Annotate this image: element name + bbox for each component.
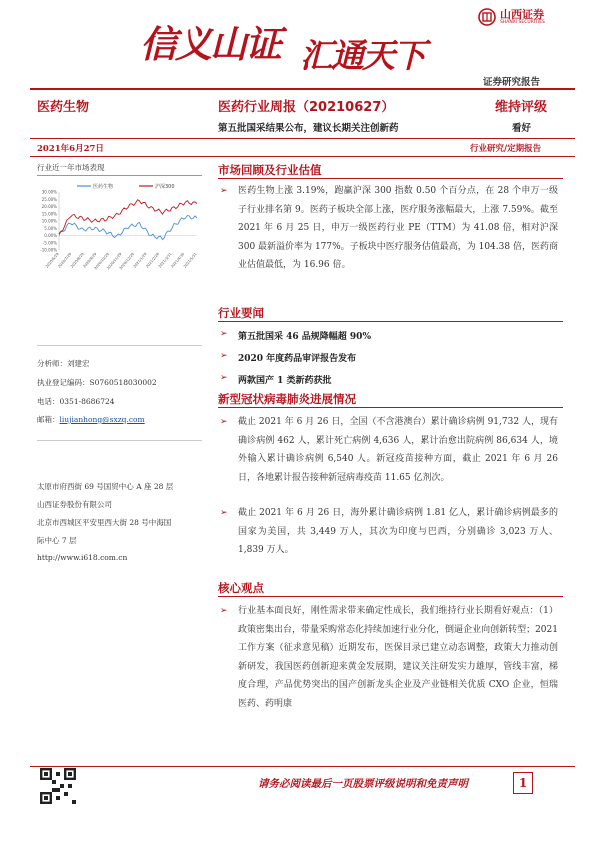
view-paragraph: 行业基本面良好，刚性需求带来确定性成长，我们维持行业长期看好观点：（1）政策密集出台，带量采购常态化持续加速行业分化，倒逼企业向创新转型；2021 工作方案（征求意见稿）近期发布，医保目录已建立动态调整，政策大力推动创新研发，我国医药创新迎来黄金发展期，建议关注研发实力雄厚，管线丰富，梯度合理，产品优势突出的国产创新龙头企业及产业链相关优质 CXO 企业，恒瑞医药、药明康 [238,606,558,709]
chart-caption: 行业近一年市场表现 [37,163,105,172]
left-divider-1 [37,345,202,346]
market-paragraph: 医药生物上涨 3.19%，跑赢沪深 300 指数 0.50 个百分点，在 28 个申万一级子行业排名第 9。医药子板块全部上涨，医疗服务涨幅最大，上涨 7.59%。截至 2021 年 6 月 25 日，申万一级医药行业 PE（TTM）为 41.08 倍，相对沪深 300 最新溢价率为 177%。子板块中医疗服务估值最高，为 104.38 倍，医药商业估值最低，为 16.96 倍。 [238,186,558,270]
y-tick-label: -5.00% [42,240,57,246]
rating: 维持评级 [495,100,548,115]
section-view-title: 核心观点 [218,581,264,595]
y-tick-label: 0.00% [44,233,57,238]
news-item-1: 第五批国采 46 品规降幅超 90% [238,332,372,342]
bullet-arrow-icon: ➢ [220,329,228,339]
sector-name: 医药生物 [37,100,90,115]
bullet-arrow-icon: ➢ [220,606,228,616]
section-covid-title: 新型冠状病毒肺炎进展情况 [218,392,356,406]
logo-icon [478,8,496,26]
y-tick-label: 5.00% [44,225,57,231]
chart-caption-line [37,175,202,176]
qr-code-icon [40,768,76,804]
y-tick-label: 20.00% [41,204,57,209]
address-line4: 际中心 7 层 [37,536,77,545]
email-label: 邮箱： [37,415,60,424]
y-tick-label: 15.00% [41,211,57,217]
y-tick-label: -10.00% [40,247,57,253]
qr-code [40,768,76,804]
covid-paragraph-2: 截止 2021 年 6 月 26 日，海外累计确诊病例 1.81 亿人，累计确诊病例最多的国家为美国，共 3,449 万人，其次为印度与巴西，分别确诊 3,023 万人、1,839 万人。 [238,508,558,555]
page-number-box [513,772,533,794]
company-name-en: SHANXI SECURITIES [500,20,545,25]
top-divider [30,88,575,90]
phone-number: 0351-8686724 [59,397,115,406]
bullet-arrow-icon: ➢ [220,351,228,361]
x-tick-label: 2020/7/29 [57,252,73,269]
page-number: 1 [518,776,528,790]
report-type: 证券研究报告 [483,77,541,88]
bullet-arrow-icon: ➢ [220,373,228,383]
section-view-rule [218,596,563,597]
section-market-rule [218,178,563,179]
x-tick-label: 2021/1/29 [132,252,148,269]
x-tick-label: 2021/5/31 [182,252,198,269]
company-logo [478,6,578,28]
left-divider-2 [37,440,202,441]
footer-rule [30,766,575,767]
report-date: 2021年6月27日 [37,144,104,154]
section-news-rule [218,321,563,322]
news-item-2: 2020 年度药品审评报告发布 [238,354,357,364]
address-line2: 山西证券股份有限公司 [37,500,112,509]
x-tick-label: 2020/12/29 [118,252,136,271]
legend-label: 沪深300 [155,184,175,190]
cert-row [37,377,157,388]
bullet-arrow-icon: ➢ [220,417,228,427]
address-line3: 北京市西城区平安里西大街 28 号中海国 [37,518,172,527]
section-news-title: 行业要闻 [218,306,264,320]
phone-row [37,396,115,407]
analyst-name: 刘建宏 [67,359,90,368]
y-tick-label: 30.00% [41,189,57,195]
phone-label: 电话： [37,397,60,406]
analyst-row [37,358,90,369]
news-item-3: 两款国产 1 类新药获批 [238,376,332,386]
x-tick-label: 2020/6/29 [44,252,60,269]
address-line1: 太原市府西街 69 号国贸中心 A 座 28 层 [37,482,174,491]
email-link[interactable]: liujianhong@sxzq.com [59,415,145,424]
email-row [37,414,145,425]
report-subtitle: 第五批国采结果公布，建议长期关注创新药 [218,123,399,134]
legend-label: 医药生物 [93,184,114,190]
y-tick-label: 25.00% [41,196,57,202]
chart-svg [37,180,202,290]
covid-paragraph-1: 截止 2021 年 6 月 26 日，全国（不含港澳台）累计确诊病例 91,732 人，现有确诊病例 462 人，累计死亡病例 4,636 人，累计治愈出院病例 86,634 人，境外输入累计确诊病例 6,540 人。新冠疫苗接种方面，截止 2021 年 6 月 26 日，各地累计报告接种新冠病毒疫苗 11.65 亿剂次。 [238,417,559,483]
date-divider [30,156,575,157]
company-name: 山西证券 [500,8,544,21]
bullet-arrow-icon: ➢ [220,186,228,196]
cert-number: S0760518030002 [89,378,157,387]
section-covid-rule [218,407,563,408]
x-tick-label: 2020/11/29 [106,252,123,271]
x-tick-label: 2020/10/29 [93,252,110,271]
y-tick-label: 10.00% [41,218,57,224]
cert-label: 执业登记编码： [37,378,90,387]
x-tick-label: 2021/4/30 [170,252,186,269]
analyst-label: 分析师： [37,359,67,368]
x-tick-label: 2020/9/29 [82,252,98,269]
section-market-title: 市场回顾及行业估值 [218,163,322,177]
series-line-1 [59,216,197,240]
report-category: 行业研究/定期报告 [470,144,542,154]
market-chart [37,180,202,290]
website-link[interactable]: http://www.i618.com.cn [37,553,128,562]
report-title: 医药行业周报（20210627） [218,100,395,115]
x-tick-label: 2021/2/28 [145,252,161,269]
bullet-arrow-icon: ➢ [220,508,228,518]
x-tick-label: 2021/3/31 [157,252,173,269]
footer-disclaimer[interactable]: 请务必阅读最后一页股票评级说明和免责声明 [258,778,468,790]
rating-value: 看好 [512,123,532,134]
header-divider [30,138,575,139]
x-tick-label: 2020/8/29 [69,252,85,269]
slogan-part2: 汇通天下 [300,36,424,75]
slogan-part1: 信义山证 [140,22,280,66]
